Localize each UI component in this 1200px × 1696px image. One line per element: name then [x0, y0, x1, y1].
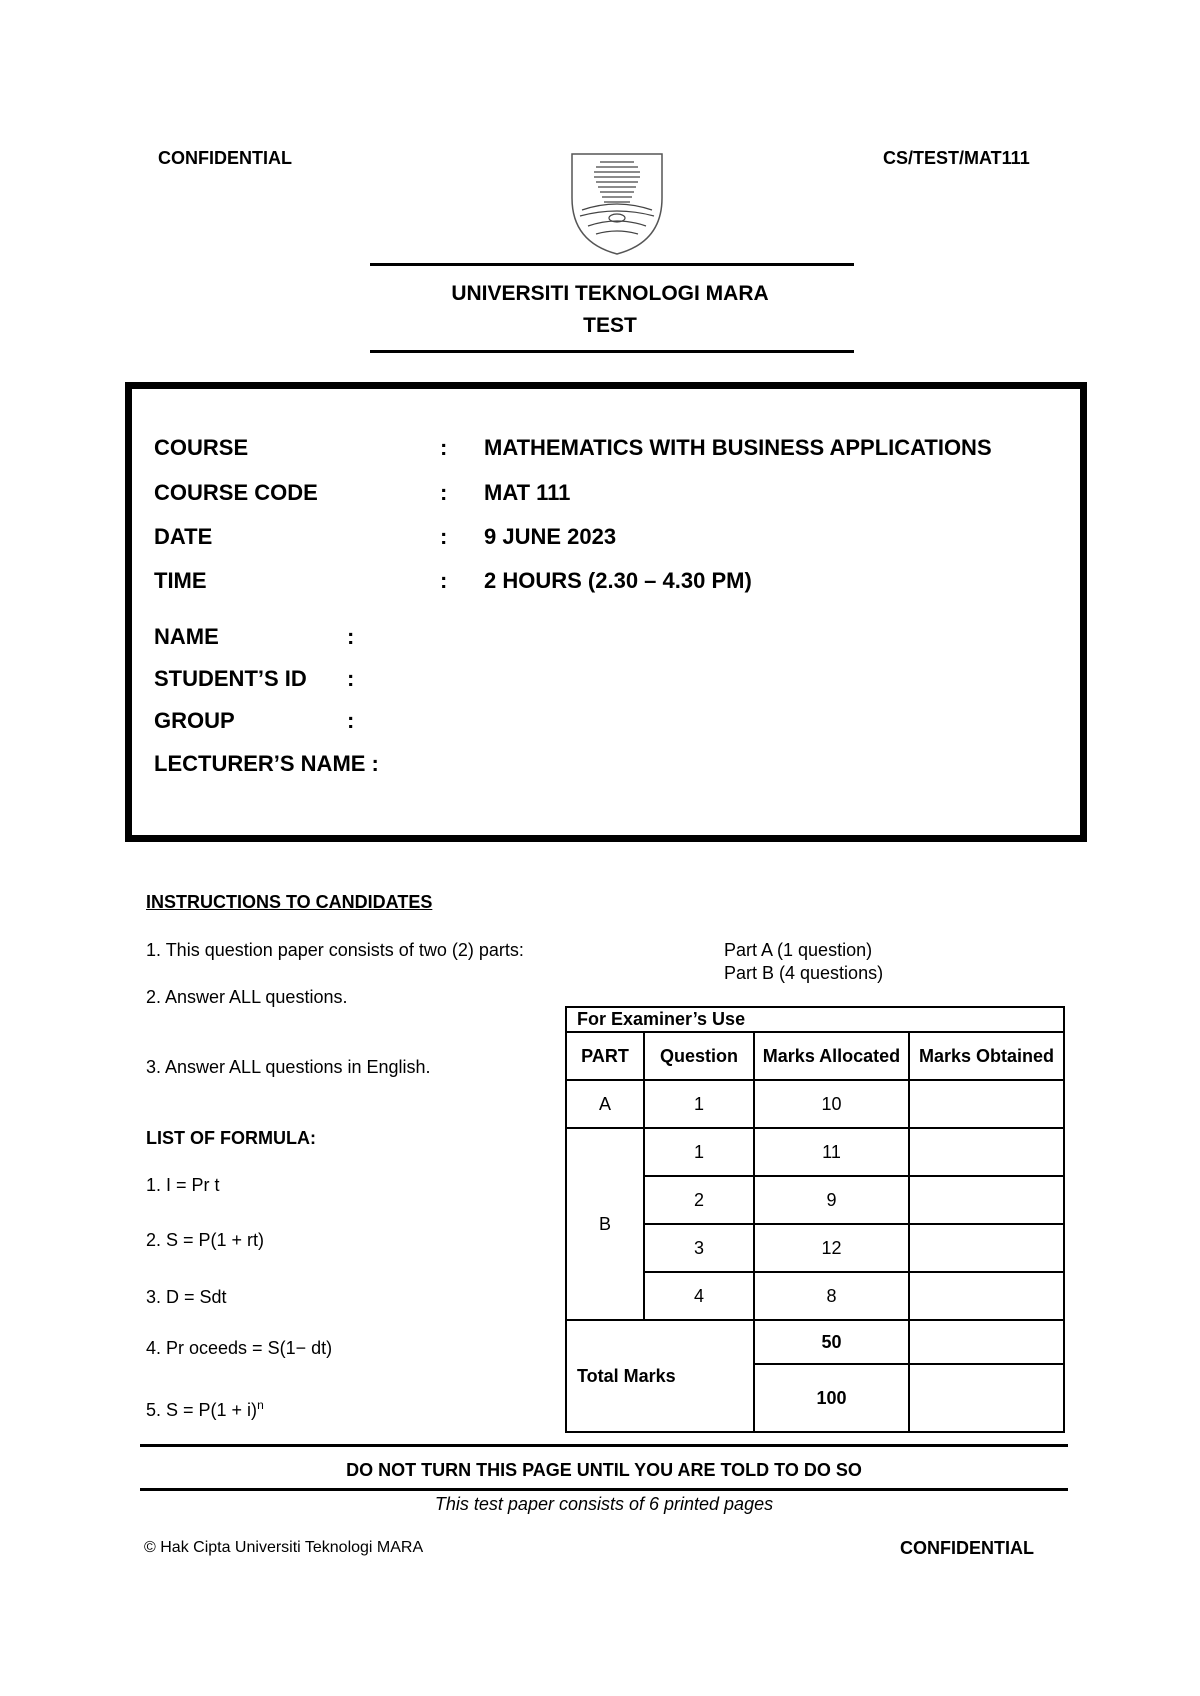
part-a-cell: A	[566, 1080, 644, 1128]
university-name: UNIVERSITI TEKNOLOGI MARA	[451, 282, 769, 305]
part-b-info: Part B (4 questions)	[724, 963, 884, 983]
total-marks-label: Total Marks	[566, 1320, 754, 1432]
name-label: NAME	[154, 624, 219, 649]
formula-4: 4. Pr oceeds = S(1− dt)	[146, 1338, 333, 1358]
part-a-info: Part A (1 question)	[724, 940, 873, 960]
part-b-q2: 2	[644, 1176, 754, 1224]
student-id-label: STUDENT’S ID	[154, 666, 307, 691]
group-label: GROUP	[154, 708, 235, 733]
course-code-label: COURSE CODE	[154, 480, 318, 505]
university-logo	[566, 150, 668, 256]
total-marks-100: 100	[754, 1364, 909, 1432]
formula-5-exponent: n	[257, 1398, 264, 1412]
course-value: MATHEMATICS WITH BUSINESS APPLICATIONS	[484, 435, 992, 460]
part-b-q1-marks: 11	[754, 1128, 909, 1176]
date-label: DATE	[154, 524, 213, 549]
time-value: 2 HOURS (2.30 – 4.30 PM)	[484, 568, 752, 593]
formula-3: 3. D = Sdt	[146, 1287, 227, 1307]
lecturer-name-label: LECTURER’S NAME :	[154, 751, 379, 776]
time-label: TIME	[154, 568, 207, 593]
total-obtained-100[interactable]	[909, 1364, 1064, 1432]
title-top-rule	[370, 263, 854, 266]
part-b-q4-marks: 8	[754, 1272, 909, 1320]
course-code-sep: :	[440, 480, 448, 505]
formula-title: LIST OF FORMULA:	[146, 1128, 316, 1148]
instruction-2: 2. Answer ALL questions.	[146, 987, 348, 1007]
total-obtained-50[interactable]	[909, 1320, 1064, 1364]
part-b-q3-obtained[interactable]	[909, 1224, 1064, 1272]
instructions-title: INSTRUCTIONS TO CANDIDATES	[146, 892, 433, 912]
header-marks-allocated: Marks Allocated	[754, 1032, 909, 1080]
paper-type: TEST	[583, 314, 637, 337]
footer-top-rule	[140, 1444, 1068, 1447]
table-row	[566, 1128, 1064, 1176]
part-b-q4: 4	[644, 1272, 754, 1320]
header-marks-obtained: Marks Obtained	[909, 1032, 1064, 1080]
part-b-cell: B	[566, 1128, 644, 1320]
footer-bottom-rule	[140, 1488, 1068, 1491]
header-paper-code: CS/TEST/MAT111	[883, 148, 1030, 168]
do-not-turn-warning: DO NOT TURN THIS PAGE UNTIL YOU ARE TOLD TO DO SO	[346, 1460, 862, 1480]
name-sep: :	[347, 624, 355, 649]
part-a-obtained[interactable]	[909, 1080, 1064, 1128]
examiner-title: For Examiner’s Use	[566, 1007, 1064, 1032]
table-row	[566, 1320, 1064, 1364]
formula-5-base: 5. S = P(1 + i)	[146, 1400, 258, 1420]
course-sep: :	[440, 435, 448, 460]
part-b-q2-obtained[interactable]	[909, 1176, 1064, 1224]
total-marks-50: 50	[754, 1320, 909, 1364]
header-question: Question	[644, 1032, 754, 1080]
part-b-q1: 1	[644, 1128, 754, 1176]
part-b-q3-marks: 12	[754, 1224, 909, 1272]
part-a-marks: 10	[754, 1080, 909, 1128]
part-b-q4-obtained[interactable]	[909, 1272, 1064, 1320]
student-id-sep: :	[347, 666, 355, 691]
time-sep: :	[440, 568, 448, 593]
page-count-note: This test paper consists of 6 printed pages	[434, 1494, 774, 1514]
part-b-q1-obtained[interactable]	[909, 1128, 1064, 1176]
course-code-value: MAT 111	[484, 480, 571, 505]
copyright-notice: © Hak Cipta Universiti Teknologi MARA	[144, 1539, 424, 1556]
formula-5	[146, 1398, 264, 1421]
instruction-3: 3. Answer ALL questions in English.	[146, 1057, 431, 1077]
part-b-q3: 3	[644, 1224, 754, 1272]
part-b-q2-marks: 9	[754, 1176, 909, 1224]
footer-confidential: CONFIDENTIAL	[900, 1538, 1034, 1558]
group-sep: :	[347, 708, 355, 733]
date-value: 9 JUNE 2023	[484, 524, 617, 549]
formula-2: 2. S = P(1 + rt)	[146, 1230, 265, 1250]
date-sep: :	[440, 524, 448, 549]
formula-1: 1. I = Pr t	[146, 1175, 220, 1195]
course-label: COURSE	[154, 435, 249, 460]
header-confidential: CONFIDENTIAL	[158, 148, 292, 168]
title-bottom-rule	[370, 350, 854, 353]
table-row	[566, 1080, 1064, 1128]
header-part: PART	[566, 1032, 644, 1080]
part-a-question: 1	[644, 1080, 754, 1128]
instruction-1: 1. This question paper consists of two (2) parts:	[146, 940, 524, 960]
examiner-table	[565, 1006, 1065, 1433]
